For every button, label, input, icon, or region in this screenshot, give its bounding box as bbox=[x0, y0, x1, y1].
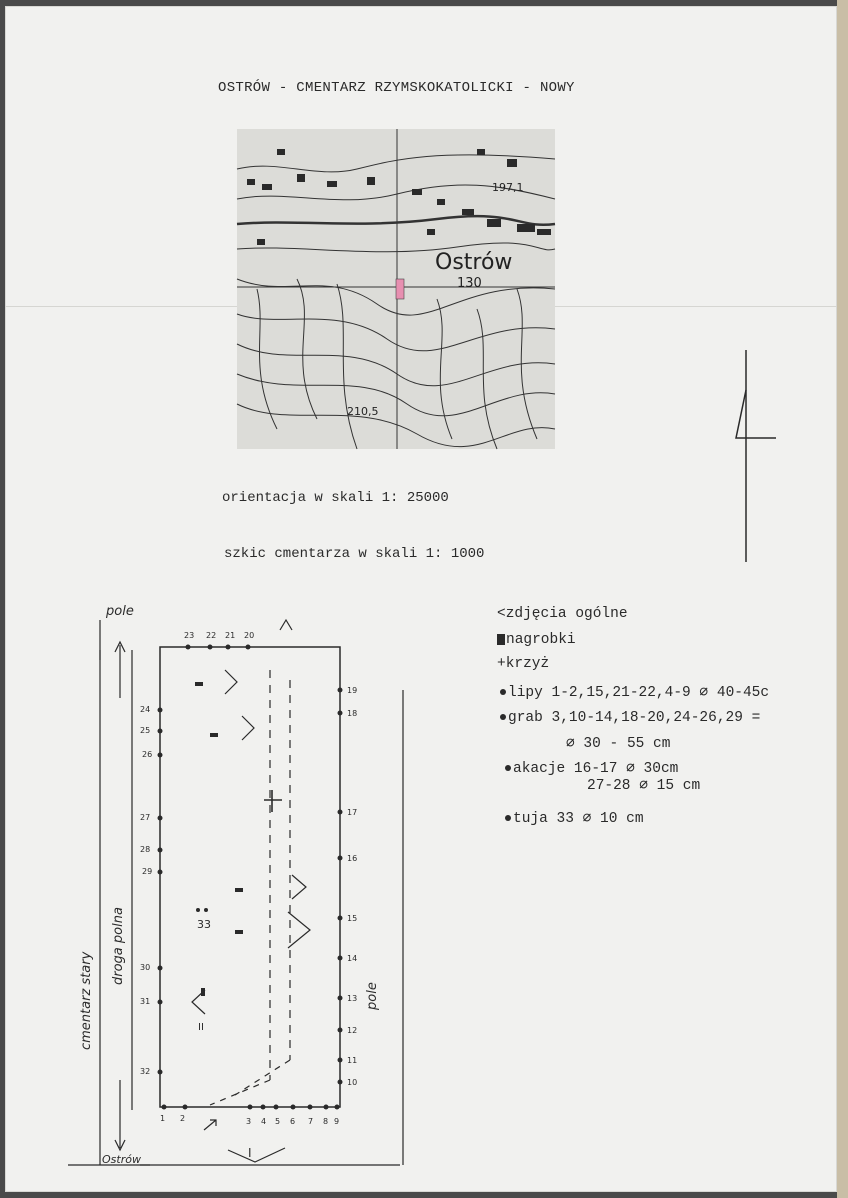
cross-icon: + bbox=[497, 656, 506, 672]
tombstone-icon bbox=[497, 634, 505, 645]
legend-item-zdjecia: <zdjęcia ogólne bbox=[497, 606, 628, 622]
sheet-edge bbox=[837, 0, 848, 1198]
tree-number: 9 bbox=[334, 1117, 340, 1126]
tree-number: 13 bbox=[347, 994, 358, 1003]
tree-number: 18 bbox=[347, 709, 358, 718]
tree-number: 5 bbox=[275, 1117, 281, 1126]
legend-text-grab-2: ∅ 30 - 55 cm bbox=[566, 736, 671, 752]
label-pole-right: pole bbox=[365, 982, 380, 1010]
tree-number: 30 bbox=[140, 963, 151, 972]
topographic-map bbox=[237, 129, 555, 449]
tree-number: 15 bbox=[347, 914, 358, 923]
tree-number: 14 bbox=[347, 954, 358, 963]
caption-sketch: szkic cmentarza w skali 1: 1000 bbox=[224, 546, 485, 562]
legend-text: lipy 1-2,15,21-22,4-9 ∅ 40-45c bbox=[508, 685, 770, 701]
tree-number: 12 bbox=[347, 1026, 358, 1035]
marker-33: 33 bbox=[197, 918, 211, 931]
legend-text-akacje-2: 27-28 ∅ 15 cm bbox=[587, 778, 701, 794]
tree-number: 28 bbox=[140, 845, 151, 854]
tree-number: 29 bbox=[142, 867, 153, 876]
gate-II-label: II bbox=[198, 1022, 204, 1033]
tree-dot-icon bbox=[500, 689, 506, 695]
tree-number: 20 bbox=[244, 631, 255, 640]
caption-orientation: orientacja w skali 1: 25000 bbox=[222, 490, 449, 506]
tree-dot-icon bbox=[500, 714, 506, 720]
legend-item-tuja bbox=[505, 810, 644, 827]
tree-number: 21 bbox=[225, 631, 236, 640]
label-droga: droga polna bbox=[111, 907, 126, 985]
legend-item-lipy bbox=[500, 684, 769, 701]
tree-dot-icon bbox=[505, 815, 511, 821]
tree-dot-icon bbox=[505, 765, 511, 771]
tree-number: 2 bbox=[180, 1114, 186, 1123]
map-label-130: 130 bbox=[457, 276, 482, 291]
north-arrow-icon bbox=[730, 350, 790, 565]
label-pole-top: pole bbox=[106, 604, 134, 619]
tree-number: 10 bbox=[347, 1078, 358, 1087]
tree-number: 16 bbox=[347, 854, 358, 863]
tree-number: 26 bbox=[142, 750, 153, 759]
legend-text: krzyż bbox=[505, 656, 550, 672]
tree-number: 25 bbox=[140, 726, 151, 735]
tree-number: 19 bbox=[347, 686, 358, 695]
label-cmentarz: cmentarz stary bbox=[79, 951, 94, 1050]
tree-number: 3 bbox=[246, 1117, 252, 1126]
label-ostrow: Ostrów bbox=[102, 1153, 141, 1166]
tree-number: 7 bbox=[308, 1117, 314, 1126]
tree-number: 4 bbox=[261, 1117, 267, 1126]
legend-text: tuja 33 ∅ 10 cm bbox=[513, 811, 644, 827]
tree-number: 8 bbox=[323, 1117, 329, 1126]
map-label-1971: 197,1 bbox=[492, 181, 524, 194]
tree-number: 23 bbox=[184, 631, 195, 640]
legend-item-grab bbox=[500, 710, 760, 726]
legend-item-akacje bbox=[505, 760, 678, 777]
map-label-town: Ostrów bbox=[435, 250, 513, 275]
legend-item-krzyz bbox=[497, 656, 549, 672]
legend-text: grab 3,10-14,18-20,24-26,29 = bbox=[508, 710, 761, 726]
tree-number: 32 bbox=[140, 1067, 151, 1076]
tree-number: 31 bbox=[140, 997, 151, 1006]
tree-number: 11 bbox=[347, 1056, 358, 1065]
legend-item-nagrobki bbox=[497, 632, 576, 648]
tree-number: 27 bbox=[140, 813, 151, 822]
cemetery-sketch bbox=[60, 590, 420, 1180]
legend-text: akacje 16-17 ∅ 30cm bbox=[513, 761, 679, 777]
tree-number: 17 bbox=[347, 808, 358, 817]
document-title: OSTRÓW - CMENTARZ RZYMSKOKATOLICKI - NOWY bbox=[218, 80, 575, 96]
map-label-2105: 210,5 bbox=[347, 405, 379, 418]
tree-number: 24 bbox=[140, 705, 151, 714]
legend-text: nagrobki bbox=[506, 632, 576, 648]
legend-text: zdjęcia ogólne bbox=[505, 606, 628, 622]
tree-number: 1 bbox=[160, 1114, 166, 1123]
tree-number: 6 bbox=[290, 1117, 296, 1126]
tree-number: 22 bbox=[206, 631, 217, 640]
gate-I-label: I bbox=[248, 1146, 252, 1160]
